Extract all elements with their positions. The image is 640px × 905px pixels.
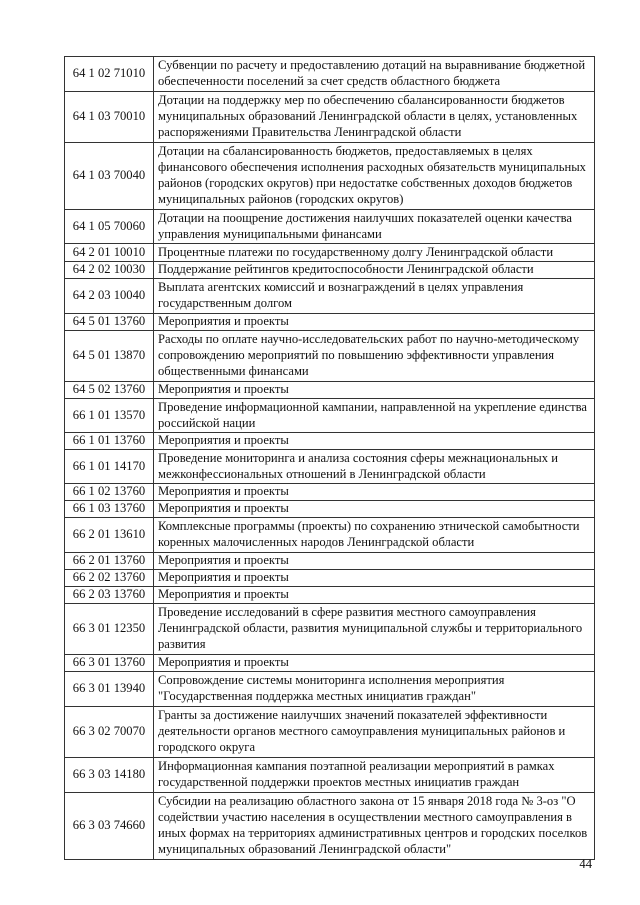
row-code: 64 5 01 13760 [65,314,154,331]
row-description: Поддержание рейтингов кредитоспособности Ленинградской области [154,262,595,279]
row-code: 66 3 01 12350 [65,604,154,655]
row-code: 64 2 02 10030 [65,262,154,279]
table-row [65,604,595,655]
row-code: 66 1 01 14170 [65,450,154,484]
row-code: 66 2 03 13760 [65,587,154,604]
table-row [65,450,595,484]
row-description: Мероприятия и проекты [154,484,595,501]
row-code: 64 1 03 70040 [65,143,154,210]
table-row [65,210,595,244]
row-code: 64 1 02 71010 [65,57,154,92]
table-row [65,399,595,433]
row-code: 66 3 03 14180 [65,758,154,793]
row-description: Проведение мониторинга и анализа состояния сферы межнациональных и межконфессиональных отношений в Ленинградской области [154,450,595,484]
row-description: Мероприятия и проекты [154,587,595,604]
row-code: 64 1 05 70060 [65,210,154,244]
row-code: 64 2 01 10010 [65,244,154,262]
row-code: 64 5 02 13760 [65,382,154,399]
row-description: Мероприятия и проекты [154,501,595,518]
row-description: Выплата агентских комиссий и вознаграждений в целях управления государственным долгом [154,279,595,314]
row-description: Проведение информационной кампании, направленной на укрепление единства российской нации [154,399,595,433]
table-row [65,758,595,793]
table-row [65,92,595,143]
row-code: 64 1 03 70010 [65,92,154,143]
row-description: Субвенции по расчету и предоставлению дотаций на выравнивание бюджетной обеспеченности поселений за счет средств областного бюджета [154,57,595,92]
row-description: Дотации на поощрение достижения наилучших показателей оценки качества управления муниципальными финансами [154,210,595,244]
row-code: 66 1 01 13570 [65,399,154,433]
row-code: 64 2 03 10040 [65,279,154,314]
table-row [65,314,595,331]
row-code: 66 1 03 13760 [65,501,154,518]
table-row [65,279,595,314]
row-code: 66 2 01 13760 [65,553,154,570]
row-description: Субсидии на реализацию областного закона от 15 января 2018 года № 3-оз "О содействии участию населения в осуществлении местного самоуправления в иных формах на территориях административных центров и городских поселков муниципальных образований Ленинградской области" [154,793,595,860]
row-description: Сопровождение системы мониторинга исполнения мероприятия "Государственная поддержка местных инициатив граждан" [154,672,595,707]
row-description: Мероприятия и проекты [154,382,595,399]
row-code: 66 1 02 13760 [65,484,154,501]
row-code: 66 2 01 13610 [65,518,154,553]
table-row [65,484,595,501]
row-description: Дотации на поддержку мер по обеспечению сбалансированности бюджетов муниципальных образований Ленинградской области в целях, установленных распоряжениями Правительства Ленинградской области [154,92,595,143]
table-row [65,57,595,92]
table-row [65,433,595,450]
row-code: 64 5 01 13870 [65,331,154,382]
row-description: Расходы по оплате научно-исследовательских работ по научно-методическому сопровождению мероприятий по повышению эффективности управления общественными финансами [154,331,595,382]
row-description: Мероприятия и проекты [154,553,595,570]
row-description: Мероприятия и проекты [154,570,595,587]
table-row [65,793,595,860]
table-row [65,382,595,399]
row-code: 66 1 01 13760 [65,433,154,450]
row-description: Мероприятия и проекты [154,655,595,672]
row-code: 66 3 01 13940 [65,672,154,707]
table-row [65,672,595,707]
table-row [65,501,595,518]
table-row [65,244,595,262]
budget-classification-table [64,56,595,860]
row-description: Дотации на сбалансированность бюджетов, предоставляемых в целях финансового обеспечения исполнения расходных обязательств муниципальных районов (городских округов) при недостатке собственных доходов бюджетов муниципальных районов (городских округов) [154,143,595,210]
row-code: 66 3 02 70070 [65,707,154,758]
row-code: 66 2 02 13760 [65,570,154,587]
table-row [65,518,595,553]
row-description: Информационная кампания поэтапной реализации мероприятий в рамках государственной поддержки проектов местных инициатив граждан [154,758,595,793]
table-row [65,553,595,570]
table-row [65,655,595,672]
table-row [65,707,595,758]
row-description: Мероприятия и проекты [154,433,595,450]
page-number: 44 [579,857,592,871]
table-row [65,262,595,279]
row-description: Проведение исследований в сфере развития местного самоуправления Ленинградской области, развития муниципальной службы и территориального развития [154,604,595,655]
table-row [65,587,595,604]
row-description: Гранты за достижение наилучших значений показателей эффективности деятельности органов местного самоуправления муниципальных районов и городского округа [154,707,595,758]
row-description: Комплексные программы (проекты) по сохранению этнической самобытности коренных малочисленных народов Ленинградской области [154,518,595,553]
table-row [65,331,595,382]
row-description: Мероприятия и проекты [154,314,595,331]
table-row [65,570,595,587]
table-row [65,143,595,210]
row-code: 66 3 03 74660 [65,793,154,860]
row-code: 66 3 01 13760 [65,655,154,672]
row-description: Процентные платежи по государственному долгу Ленинградской области [154,244,595,262]
